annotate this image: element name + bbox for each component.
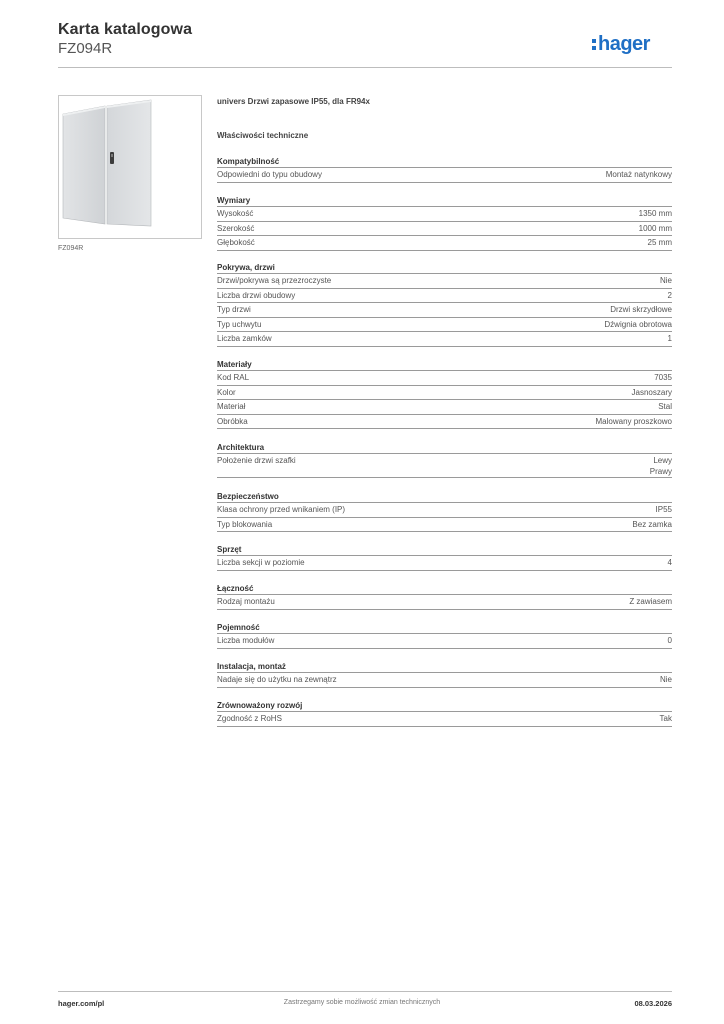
spec-label: Liczba modułów — [217, 636, 275, 645]
spec-label: Typ uchwytu — [217, 319, 262, 329]
section-title: Pokrywa, drzwi — [217, 262, 672, 274]
spec-row — [217, 556, 672, 571]
spec-value: 1 — [667, 334, 672, 343]
spec-value: 4 — [667, 558, 672, 567]
spec-row — [217, 303, 672, 318]
hager-logo — [592, 30, 674, 56]
spec-label: Szerokość — [217, 223, 255, 233]
spec-row — [217, 712, 672, 727]
spec-section — [217, 700, 672, 727]
footer-divider — [58, 991, 672, 992]
spec-section — [217, 156, 672, 183]
spec-section — [217, 544, 672, 571]
spec-label: Klasa ochrony przed wnikaniem (IP) — [217, 505, 346, 514]
footer-note: Zastrzegamy sobie możliwość zmian technicznych — [283, 999, 441, 1006]
spec-section — [217, 661, 672, 688]
spec-row — [217, 673, 672, 688]
spec-row — [217, 289, 672, 304]
product-image-caption: FZ094R — [58, 245, 84, 252]
spec-row — [217, 454, 672, 478]
spec-value: Montaż natynkowy — [605, 170, 672, 179]
spec-section — [217, 442, 672, 478]
spec-value-line: Lewy — [653, 456, 672, 465]
spec-label: Położenie drzwi szafki — [217, 456, 296, 465]
product-code: FZ094R — [58, 40, 113, 57]
spec-value: IP55 — [655, 505, 672, 514]
spec-value — [650, 455, 672, 477]
spec-value: Nie — [659, 276, 672, 285]
spec-row — [217, 518, 672, 533]
technical-properties-heading: Właściwości techniczne — [217, 131, 309, 140]
spec-label: Odpowiedni do typu obudowy — [217, 170, 322, 179]
spec-section — [217, 583, 672, 610]
spec-label: Materiał — [217, 402, 246, 411]
spec-section — [217, 359, 672, 429]
spec-row — [217, 236, 672, 251]
spec-row — [217, 371, 672, 386]
spec-label: Rodzaj montażu — [217, 597, 275, 606]
cabinet-doors-illustration — [59, 96, 201, 238]
spec-row — [217, 168, 672, 183]
header-divider — [58, 67, 672, 68]
spec-row — [217, 207, 672, 222]
spec-label: Liczba drzwi obudowy — [217, 290, 296, 300]
spec-value: Malowany proszkowo — [595, 416, 672, 426]
spec-value-line: Prawy — [649, 467, 672, 476]
spec-value: Tak — [659, 714, 672, 723]
section-title: Instalacja, montaż — [217, 661, 672, 673]
spec-value: 25 mm — [647, 238, 672, 247]
spec-section — [217, 195, 672, 251]
section-title: Architektura — [217, 442, 672, 454]
spec-value: Drzwi skrzydłowe — [610, 305, 672, 314]
spec-value: 7035 — [654, 373, 672, 382]
spec-row — [217, 386, 672, 401]
product-image — [58, 95, 202, 239]
spec-section — [217, 622, 672, 649]
spec-row — [217, 318, 672, 333]
spec-label: Liczba sekcji w poziomie — [217, 558, 305, 567]
spec-section — [217, 491, 672, 532]
spec-label: Wysokość — [217, 209, 254, 218]
spec-value: 0 — [667, 636, 672, 645]
spec-value: Dźwignia obrotowa — [604, 319, 672, 329]
section-title: Sprzęt — [217, 544, 672, 556]
spec-row — [217, 274, 672, 289]
section-title: Pojemność — [217, 622, 672, 634]
section-title: Wymiary — [217, 195, 672, 207]
spec-row — [217, 332, 672, 347]
spec-value: 1000 mm — [638, 223, 672, 233]
spec-label: Obróbka — [217, 416, 248, 426]
footer-date: 08.03.2026 — [634, 999, 672, 1008]
document-title: Karta katalogowa — [58, 21, 193, 38]
spec-value: Stal — [658, 402, 672, 411]
spec-value: Jasnoszary — [631, 387, 672, 397]
spec-value: 1350 mm — [638, 209, 672, 218]
spec-value: Bez zamka — [632, 519, 672, 529]
spec-row — [217, 400, 672, 415]
section-title: Łączność — [217, 583, 672, 595]
product-description: univers Drzwi zapasowe IP55, dla FR94x — [217, 97, 370, 106]
spec-label: Liczba zamków — [217, 334, 272, 343]
section-title: Materiały — [217, 359, 672, 371]
section-title: Zrównoważony rozwój — [217, 700, 672, 712]
section-title: Kompatybilność — [217, 156, 672, 168]
spec-label: Zgodność z RoHS — [217, 714, 282, 723]
spec-label: Typ drzwi — [217, 305, 251, 314]
footer-website: hager.com/pl — [58, 999, 105, 1008]
spec-value: 2 — [667, 290, 672, 300]
spec-row — [217, 503, 672, 518]
spec-label: Typ blokowania — [217, 519, 273, 529]
spec-row — [217, 222, 672, 237]
spec-section — [217, 262, 672, 347]
spec-value: Nie — [659, 675, 672, 684]
spec-row — [217, 415, 672, 430]
spec-label: Nadaje się do użytku na zewnątrz — [217, 675, 337, 684]
section-title: Bezpieczeństwo — [217, 491, 672, 503]
spec-value: Z zawiasem — [629, 597, 672, 606]
spec-label: Kolor — [217, 387, 236, 397]
spec-row — [217, 595, 672, 610]
svg-text:hager: hager — [598, 33, 650, 55]
spec-label: Drzwi/pokrywa są przezroczyste — [217, 276, 332, 285]
spec-label: Głębokość — [217, 238, 255, 247]
spec-row — [217, 634, 672, 649]
spec-label: Kod RAL — [217, 373, 250, 382]
